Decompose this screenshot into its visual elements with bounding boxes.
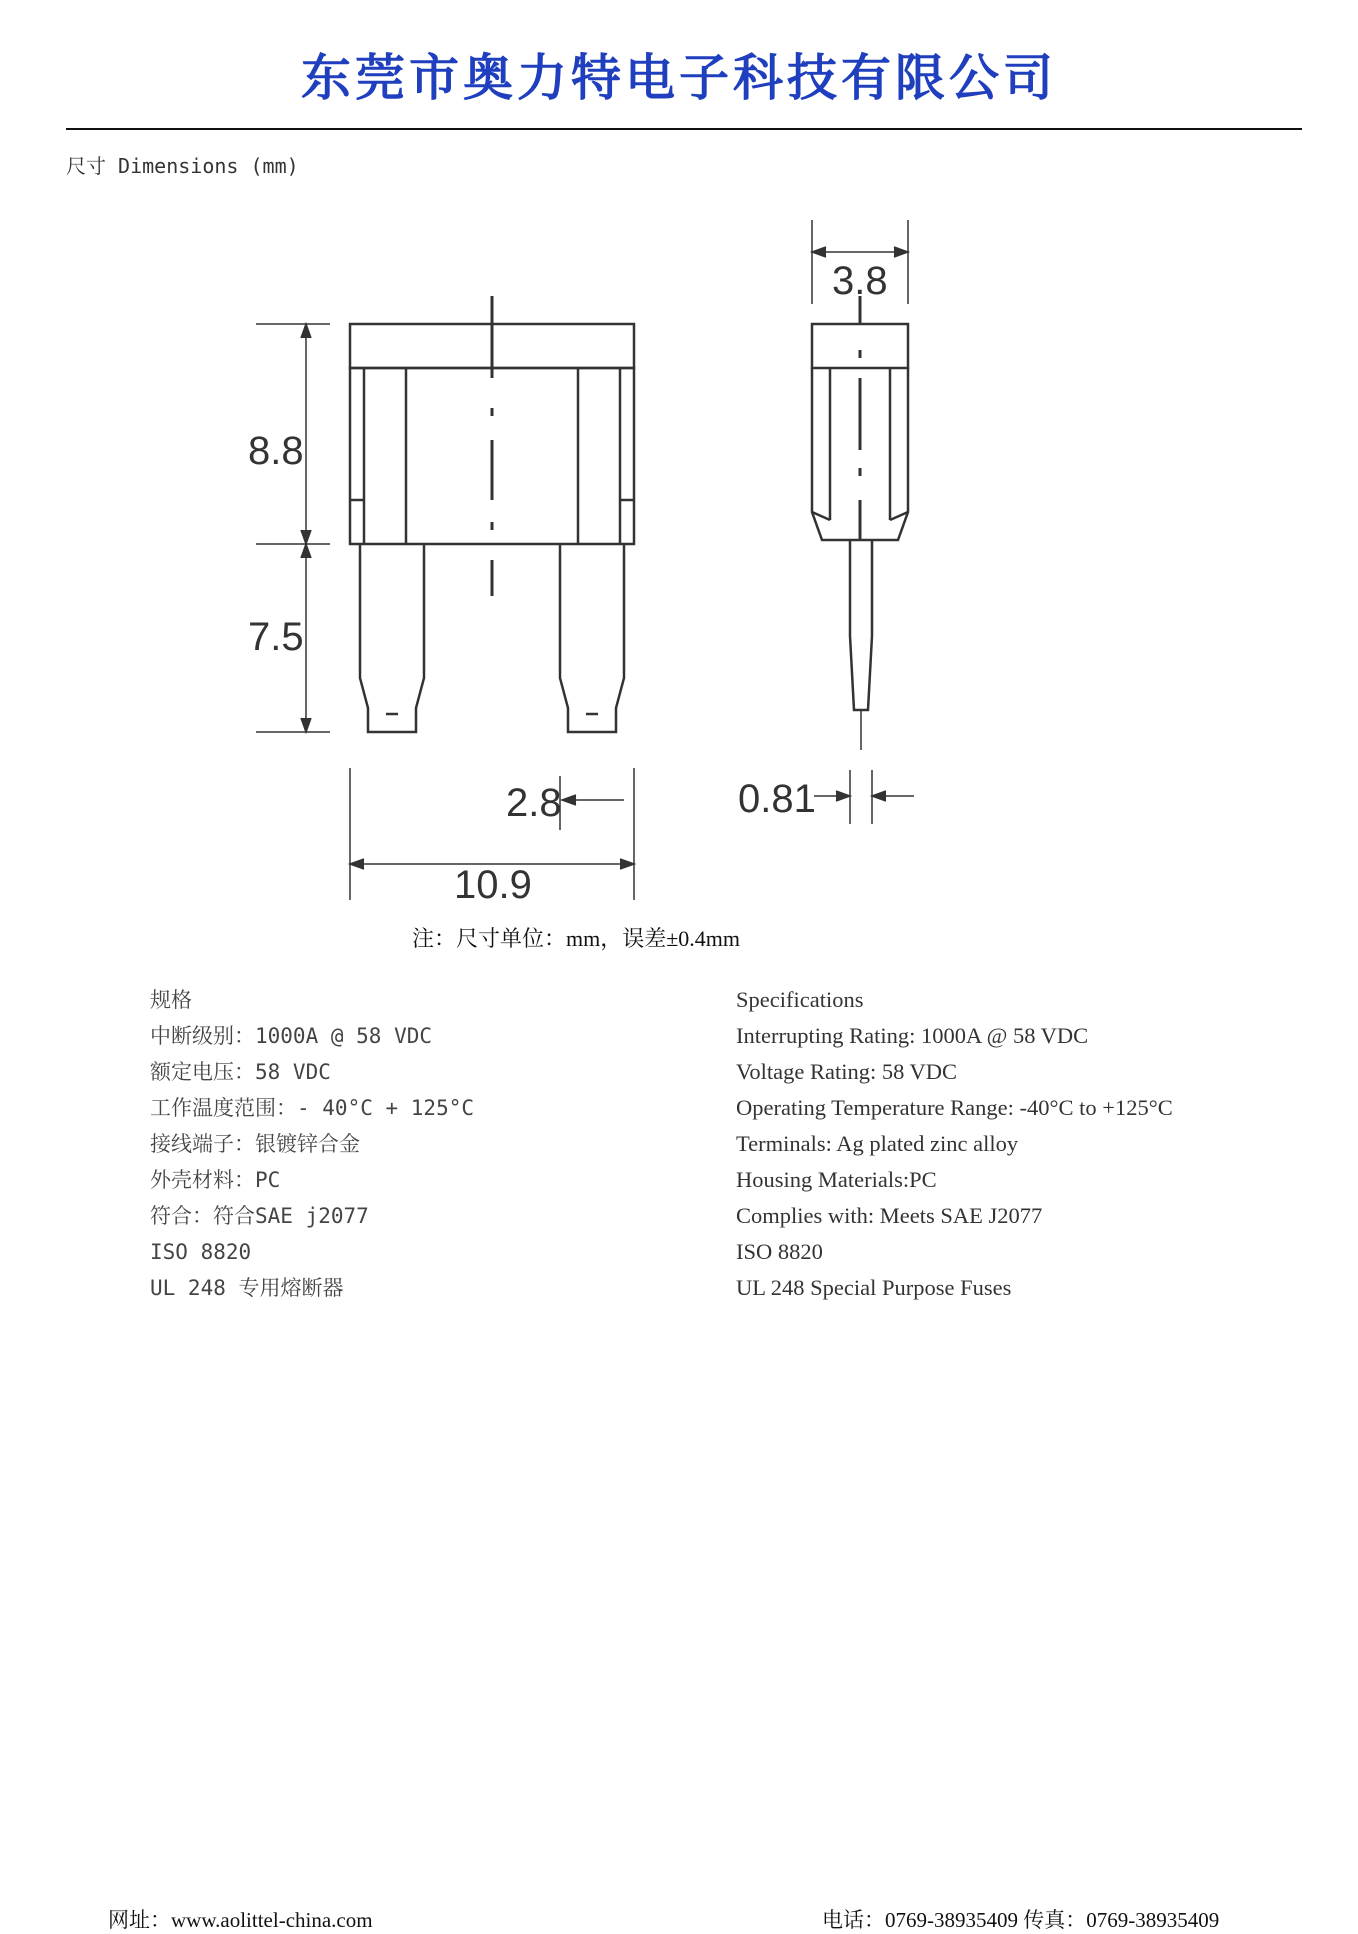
fuse-front-view	[350, 296, 634, 732]
spec-en-line: Voltage Rating: 58 VDC	[736, 1059, 958, 1084]
tolerance-note: 注：尺寸单位：mm，误差±0.4mm	[412, 926, 741, 951]
footer-contact: 电话：0769-38935409 传真：0769-38935409	[822, 1908, 1220, 1932]
spec-cn-line: UL 248 专用熔断器	[150, 1276, 344, 1300]
spec-en-line: Operating Temperature Range: -40°C to +125°C	[736, 1095, 1173, 1120]
spec-cn-heading: 规格	[150, 988, 192, 1012]
header-divider	[66, 128, 1302, 130]
specs-chinese	[150, 982, 474, 1306]
spec-en-line: Housing Materials:PC	[736, 1167, 937, 1192]
spec-cn-line: 中断级别：1000A @ 58 VDC	[150, 1024, 433, 1048]
spec-cn-line: ISO 8820	[150, 1240, 252, 1264]
blade-thickness-label: 0.81	[738, 777, 816, 821]
spec-en-line: Terminals: Ag plated zinc alloy	[736, 1131, 1019, 1156]
spec-en-line: UL 248 Special Purpose Fuses	[736, 1275, 1012, 1300]
spec-en-line: Complies with: Meets SAE J2077	[736, 1203, 1043, 1228]
spec-en-line: Interrupting Rating: 1000A @ 58 VDC	[736, 1023, 1089, 1048]
specs-english	[736, 982, 1173, 1306]
company-name: 东莞市奥力特电子科技有限公司	[301, 49, 1057, 107]
total-width-label: 10.9	[454, 863, 532, 900]
blade-width-label: 2.8	[506, 781, 562, 825]
dimensions-title: 尺寸 Dimensions (mm)	[66, 154, 299, 178]
fuse-dimension-drawing	[230, 200, 990, 900]
spec-cn-line: 额定电压：58 VDC	[150, 1060, 331, 1084]
height-top-label: 8.8	[248, 429, 304, 473]
spec-cn-line: 接线端子：银镀锌合金	[150, 1132, 360, 1156]
spec-cn-line: 外壳材料：PC	[150, 1168, 281, 1192]
side-dimensions	[812, 220, 914, 824]
spec-cn-line: 符合：符合SAE j2077	[150, 1204, 369, 1228]
height-dimensions	[256, 324, 330, 732]
fuse-side-view	[812, 296, 908, 750]
spec-en-heading: Specifications	[736, 987, 864, 1012]
spec-cn-line: 工作温度范围：- 40°C + 125°C	[150, 1096, 475, 1120]
thickness-label: 3.8	[832, 259, 888, 303]
height-bottom-label: 7.5	[248, 615, 304, 659]
footer-website: 网址：www.aolittel-china.com	[108, 1908, 373, 1932]
spec-en-line: ISO 8820	[736, 1239, 823, 1264]
